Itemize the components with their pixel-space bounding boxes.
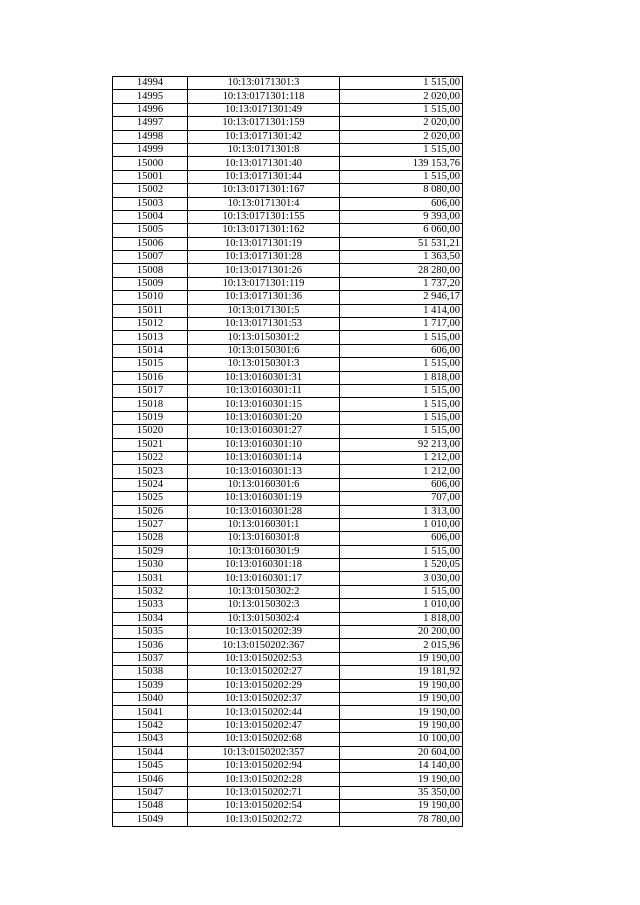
table-row [113, 438, 463, 451]
cadastral-value-table [112, 76, 463, 827]
cadastral-number-cell: 10:13:0160301:11 [188, 384, 340, 397]
row-number-cell: 15047 [113, 786, 188, 799]
table-row [113, 197, 463, 210]
row-number-cell: 15023 [113, 465, 188, 478]
row-number-cell: 14995 [113, 90, 188, 103]
cadastral-number-cell: 10:13:0171301:119 [188, 277, 340, 290]
row-number-cell: 15031 [113, 572, 188, 585]
row-number-cell: 15017 [113, 384, 188, 397]
table-row [113, 759, 463, 772]
value-cell: 92 213,00 [340, 438, 463, 451]
row-number-cell: 14998 [113, 130, 188, 143]
cadastral-number-cell: 10:13:0171301:167 [188, 184, 340, 197]
table-row [113, 572, 463, 585]
value-cell: 6 060,00 [340, 224, 463, 237]
cadastral-number-cell: 10:13:0160301:13 [188, 465, 340, 478]
table-row [113, 518, 463, 531]
table-row [113, 425, 463, 438]
value-cell: 1 414,00 [340, 304, 463, 317]
value-cell: 2 015,96 [340, 639, 463, 652]
cadastral-number-cell: 10:13:0171301:36 [188, 291, 340, 304]
row-number-cell: 15010 [113, 291, 188, 304]
value-cell: 1 515,00 [340, 103, 463, 116]
row-number-cell: 15044 [113, 746, 188, 759]
cadastral-number-cell: 10:13:0171301:49 [188, 103, 340, 116]
row-number-cell: 15019 [113, 411, 188, 424]
row-number-cell: 15025 [113, 492, 188, 505]
row-number-cell: 15003 [113, 197, 188, 210]
row-number-cell: 15020 [113, 425, 188, 438]
cadastral-number-cell: 10:13:0171301:5 [188, 304, 340, 317]
table-row [113, 492, 463, 505]
cadastral-number-cell: 10:13:0150202:28 [188, 773, 340, 786]
value-cell: 1 010,00 [340, 599, 463, 612]
value-cell: 10 100,00 [340, 733, 463, 746]
value-cell: 19 190,00 [340, 706, 463, 719]
row-number-cell: 15001 [113, 170, 188, 183]
table-row [113, 585, 463, 598]
row-number-cell: 15034 [113, 612, 188, 625]
value-cell: 1 515,00 [340, 585, 463, 598]
row-number-cell: 15000 [113, 157, 188, 170]
row-number-cell: 15037 [113, 652, 188, 665]
table-row [113, 706, 463, 719]
table-row [113, 559, 463, 572]
cadastral-number-cell: 10:13:0150301:6 [188, 344, 340, 357]
table-row [113, 786, 463, 799]
value-cell: 35 350,00 [340, 786, 463, 799]
table-row [113, 666, 463, 679]
cadastral-number-cell: 10:13:0160301:19 [188, 492, 340, 505]
cadastral-number-cell: 10:13:0150202:37 [188, 692, 340, 705]
table-row [113, 251, 463, 264]
table-row [113, 157, 463, 170]
value-cell: 2 020,00 [340, 90, 463, 103]
value-cell: 51 531,21 [340, 237, 463, 250]
cadastral-number-cell: 10:13:0150202:27 [188, 666, 340, 679]
row-number-cell: 15007 [113, 251, 188, 264]
value-cell: 2 020,00 [340, 130, 463, 143]
row-number-cell: 15045 [113, 759, 188, 772]
value-cell: 19 190,00 [340, 692, 463, 705]
row-number-cell: 15038 [113, 666, 188, 679]
table-row [113, 210, 463, 223]
value-cell: 1 737,20 [340, 277, 463, 290]
value-cell: 1 520,05 [340, 559, 463, 572]
value-cell: 20 200,00 [340, 626, 463, 639]
row-number-cell: 15030 [113, 559, 188, 572]
cadastral-number-cell: 10:13:0171301:42 [188, 130, 340, 143]
table-row [113, 237, 463, 250]
cadastral-number-cell: 10:13:0160301:27 [188, 425, 340, 438]
cadastral-number-cell: 10:13:0160301:14 [188, 451, 340, 464]
value-cell: 1 515,00 [340, 425, 463, 438]
row-number-cell: 15018 [113, 398, 188, 411]
table-row [113, 626, 463, 639]
value-cell: 2 946,17 [340, 291, 463, 304]
value-cell: 1 313,00 [340, 505, 463, 518]
value-cell: 20 604,00 [340, 746, 463, 759]
row-number-cell: 15049 [113, 813, 188, 826]
row-number-cell: 15016 [113, 371, 188, 384]
table-row [113, 143, 463, 156]
cadastral-number-cell: 10:13:0171301:3 [188, 77, 340, 90]
table-row [113, 800, 463, 813]
table-row [113, 692, 463, 705]
cadastral-number-cell: 10:13:0150202:29 [188, 679, 340, 692]
cadastral-number-cell: 10:13:0150301:3 [188, 358, 340, 371]
row-number-cell: 15043 [113, 733, 188, 746]
row-number-cell: 15029 [113, 545, 188, 558]
table-row [113, 130, 463, 143]
row-number-cell: 15005 [113, 224, 188, 237]
value-cell: 1 515,00 [340, 77, 463, 90]
table-row [113, 679, 463, 692]
row-number-cell: 15039 [113, 679, 188, 692]
table-row [113, 291, 463, 304]
row-number-cell: 15006 [113, 237, 188, 250]
value-cell: 1 212,00 [340, 465, 463, 478]
table-row [113, 813, 463, 826]
cadastral-number-cell: 10:13:0150202:94 [188, 759, 340, 772]
table-row [113, 77, 463, 90]
value-cell: 19 190,00 [340, 773, 463, 786]
table-row [113, 746, 463, 759]
cadastral-number-cell: 10:13:0160301:9 [188, 545, 340, 558]
row-number-cell: 15011 [113, 304, 188, 317]
table-row [113, 411, 463, 424]
row-number-cell: 14999 [113, 143, 188, 156]
cadastral-number-cell: 10:13:0171301:8 [188, 143, 340, 156]
value-cell: 3 030,00 [340, 572, 463, 585]
table-row [113, 384, 463, 397]
cadastral-number-cell: 10:13:0150301:2 [188, 331, 340, 344]
value-cell: 606,00 [340, 344, 463, 357]
cadastral-number-cell: 10:13:0171301:155 [188, 210, 340, 223]
table-row [113, 639, 463, 652]
table-row [113, 532, 463, 545]
row-number-cell: 15002 [113, 184, 188, 197]
row-number-cell: 15032 [113, 585, 188, 598]
row-number-cell: 15033 [113, 599, 188, 612]
table-row [113, 344, 463, 357]
cadastral-number-cell: 10:13:0171301:28 [188, 251, 340, 264]
value-cell: 1 515,00 [340, 411, 463, 424]
value-cell: 78 780,00 [340, 813, 463, 826]
value-cell: 1 515,00 [340, 358, 463, 371]
value-cell: 2 020,00 [340, 117, 463, 130]
cadastral-number-cell: 10:13:0171301:19 [188, 237, 340, 250]
cadastral-number-cell: 10:13:0150202:367 [188, 639, 340, 652]
value-cell: 8 080,00 [340, 184, 463, 197]
value-cell: 1 212,00 [340, 451, 463, 464]
value-cell: 606,00 [340, 197, 463, 210]
cadastral-number-cell: 10:13:0160301:6 [188, 478, 340, 491]
table-row [113, 117, 463, 130]
value-cell: 28 280,00 [340, 264, 463, 277]
value-cell: 1 515,00 [340, 398, 463, 411]
row-number-cell: 15046 [113, 773, 188, 786]
row-number-cell: 15013 [113, 331, 188, 344]
cadastral-number-cell: 10:13:0160301:20 [188, 411, 340, 424]
value-cell: 1 363,50 [340, 251, 463, 264]
row-number-cell: 15041 [113, 706, 188, 719]
table-row [113, 318, 463, 331]
row-number-cell: 15012 [113, 318, 188, 331]
table-row [113, 398, 463, 411]
table-row [113, 612, 463, 625]
cadastral-number-cell: 10:13:0150202:53 [188, 652, 340, 665]
table-row [113, 652, 463, 665]
table-row [113, 733, 463, 746]
row-number-cell: 15040 [113, 692, 188, 705]
table-row [113, 719, 463, 732]
table-row [113, 103, 463, 116]
cadastral-number-cell: 10:13:0171301:159 [188, 117, 340, 130]
value-cell: 9 393,00 [340, 210, 463, 223]
row-number-cell: 15048 [113, 800, 188, 813]
table-row [113, 277, 463, 290]
table-row [113, 90, 463, 103]
row-number-cell: 15009 [113, 277, 188, 290]
value-cell: 1 818,00 [340, 371, 463, 384]
cadastral-number-cell: 10:13:0160301:8 [188, 532, 340, 545]
row-number-cell: 14996 [113, 103, 188, 116]
row-number-cell: 15014 [113, 344, 188, 357]
value-cell: 1 515,00 [340, 143, 463, 156]
cadastral-number-cell: 10:13:0150202:47 [188, 719, 340, 732]
cadastral-number-cell: 10:13:0150202:71 [188, 786, 340, 799]
row-number-cell: 15036 [113, 639, 188, 652]
table-row [113, 358, 463, 371]
cadastral-number-cell: 10:13:0150202:357 [188, 746, 340, 759]
value-cell: 1 717,00 [340, 318, 463, 331]
cadastral-number-cell: 10:13:0150202:54 [188, 800, 340, 813]
value-cell: 1 010,00 [340, 518, 463, 531]
value-cell: 1 515,00 [340, 545, 463, 558]
cadastral-number-cell: 10:13:0160301:15 [188, 398, 340, 411]
table-row [113, 264, 463, 277]
table-row [113, 371, 463, 384]
cadastral-number-cell: 10:13:0171301:53 [188, 318, 340, 331]
row-number-cell: 15024 [113, 478, 188, 491]
value-cell: 606,00 [340, 532, 463, 545]
cadastral-number-cell: 10:13:0171301:118 [188, 90, 340, 103]
value-cell: 1 515,00 [340, 384, 463, 397]
cadastral-number-cell: 10:13:0150302:2 [188, 585, 340, 598]
table-row [113, 478, 463, 491]
value-cell: 19 190,00 [340, 719, 463, 732]
row-number-cell: 14994 [113, 77, 188, 90]
cadastral-number-cell: 10:13:0171301:4 [188, 197, 340, 210]
cadastral-number-cell: 10:13:0160301:10 [188, 438, 340, 451]
table-row [113, 545, 463, 558]
cadastral-number-cell: 10:13:0160301:31 [188, 371, 340, 384]
cadastral-number-cell: 10:13:0150202:72 [188, 813, 340, 826]
table-row [113, 224, 463, 237]
row-number-cell: 15022 [113, 451, 188, 464]
cadastral-number-cell: 10:13:0150202:44 [188, 706, 340, 719]
table-row [113, 773, 463, 786]
row-number-cell: 15028 [113, 532, 188, 545]
cadastral-number-cell: 10:13:0150202:68 [188, 733, 340, 746]
value-cell: 1 515,00 [340, 170, 463, 183]
value-cell: 19 181,92 [340, 666, 463, 679]
row-number-cell: 15021 [113, 438, 188, 451]
table-row [113, 331, 463, 344]
row-number-cell: 15042 [113, 719, 188, 732]
cadastral-number-cell: 10:13:0171301:162 [188, 224, 340, 237]
value-cell: 19 190,00 [340, 652, 463, 665]
cadastral-number-cell: 10:13:0171301:26 [188, 264, 340, 277]
table-row [113, 304, 463, 317]
table-row [113, 451, 463, 464]
table-row [113, 170, 463, 183]
table-row [113, 465, 463, 478]
value-cell: 139 153,76 [340, 157, 463, 170]
cadastral-number-cell: 10:13:0171301:40 [188, 157, 340, 170]
row-number-cell: 15026 [113, 505, 188, 518]
table-row [113, 184, 463, 197]
row-number-cell: 14997 [113, 117, 188, 130]
value-cell: 707,00 [340, 492, 463, 505]
cadastral-number-cell: 10:13:0150302:3 [188, 599, 340, 612]
value-cell: 19 190,00 [340, 679, 463, 692]
row-number-cell: 15035 [113, 626, 188, 639]
cadastral-number-cell: 10:13:0150302:4 [188, 612, 340, 625]
value-cell: 14 140,00 [340, 759, 463, 772]
row-number-cell: 15004 [113, 210, 188, 223]
cadastral-number-cell: 10:13:0150202:39 [188, 626, 340, 639]
cadastral-number-cell: 10:13:0160301:1 [188, 518, 340, 531]
value-cell: 1 515,00 [340, 331, 463, 344]
row-number-cell: 15027 [113, 518, 188, 531]
row-number-cell: 15008 [113, 264, 188, 277]
table-row [113, 505, 463, 518]
cadastral-number-cell: 10:13:0160301:17 [188, 572, 340, 585]
cadastral-number-cell: 10:13:0160301:18 [188, 559, 340, 572]
table-body [113, 77, 463, 827]
value-cell: 19 190,00 [340, 800, 463, 813]
row-number-cell: 15015 [113, 358, 188, 371]
table-row [113, 599, 463, 612]
cadastral-number-cell: 10:13:0160301:28 [188, 505, 340, 518]
cadastral-number-cell: 10:13:0171301:44 [188, 170, 340, 183]
value-cell: 606,00 [340, 478, 463, 491]
value-cell: 1 818,00 [340, 612, 463, 625]
